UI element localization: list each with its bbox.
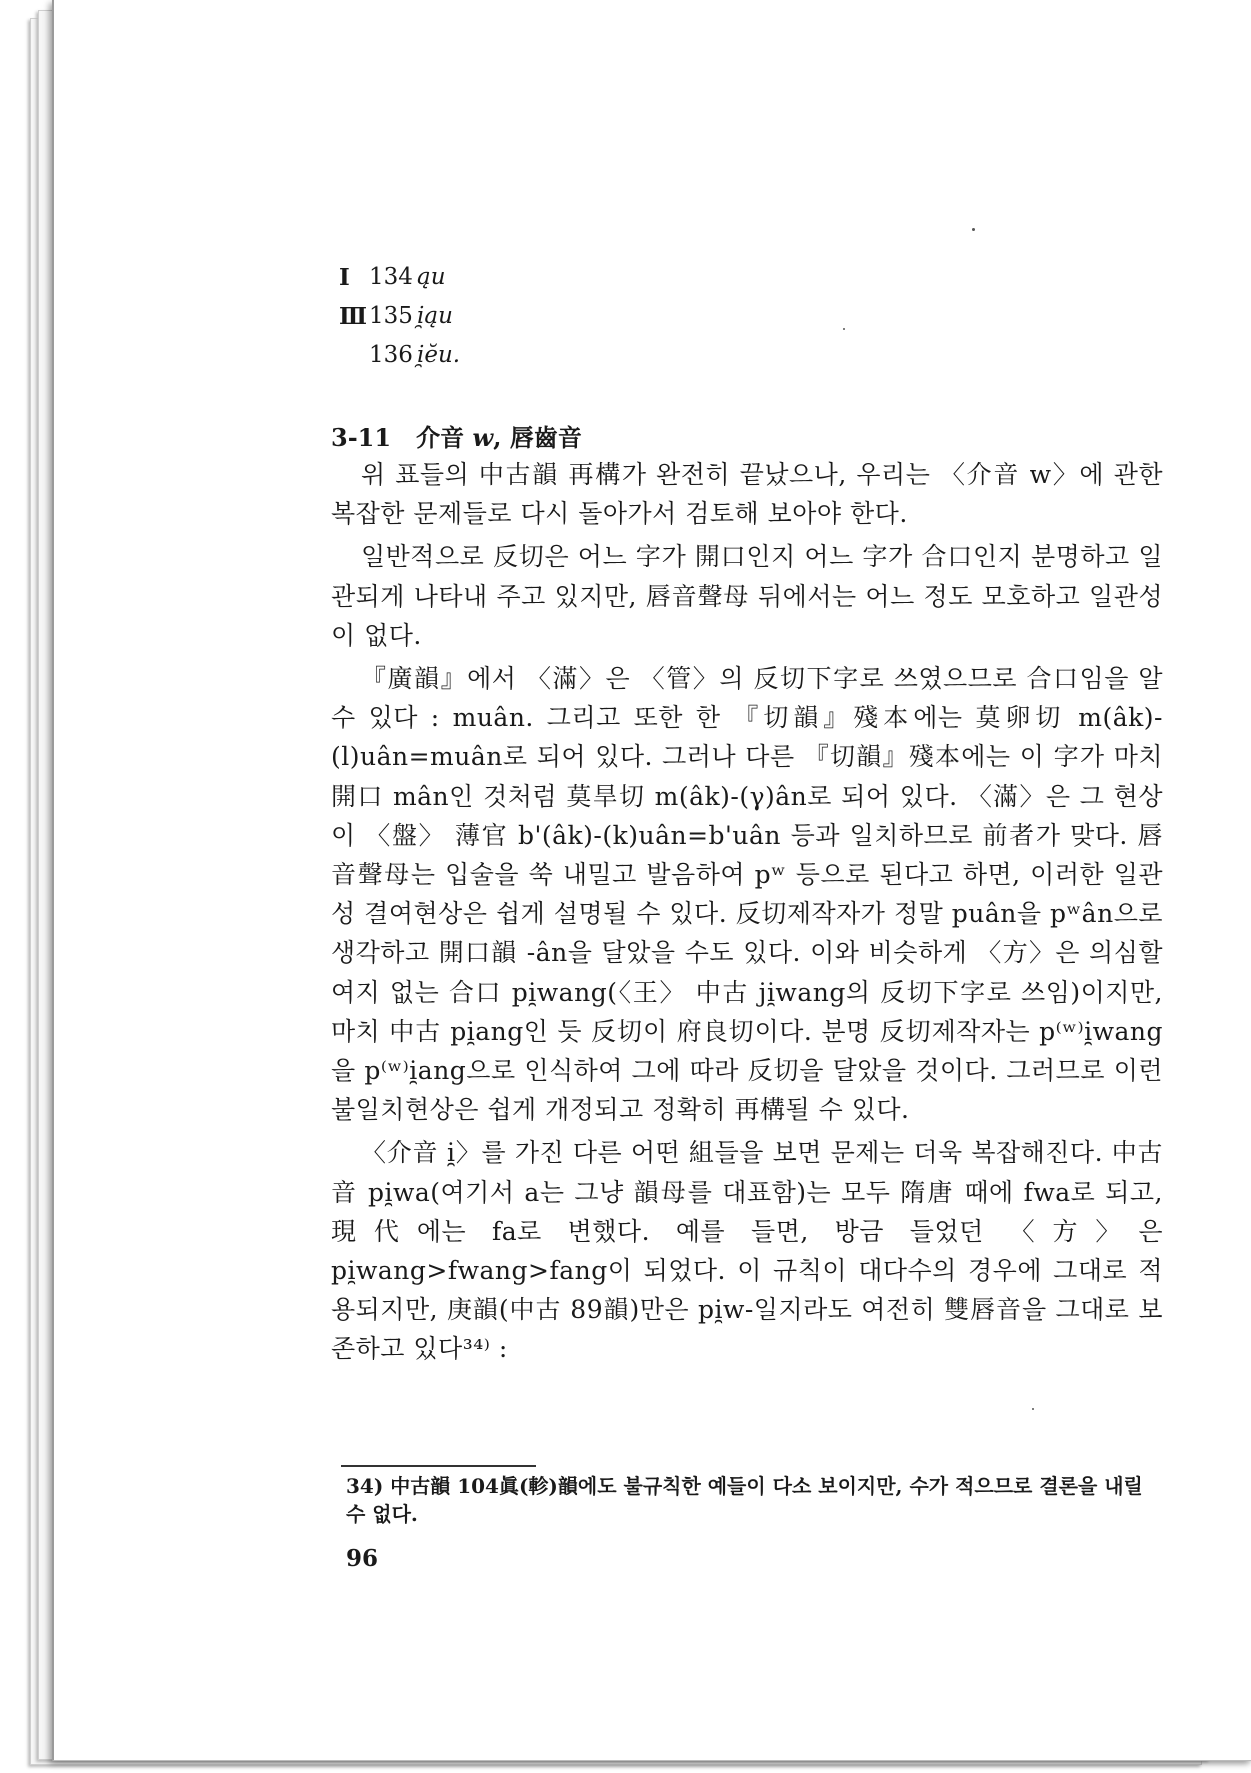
section-title-w: w [472, 423, 494, 452]
rhyme-form: i̯ĕu. [417, 342, 461, 368]
vowel-row [339, 336, 460, 375]
book-page [52, 0, 1251, 1761]
page-number: 96 [346, 1545, 379, 1572]
scan-speck [972, 228, 975, 231]
rhyme-number: 136 [369, 342, 413, 368]
division-label: Ⅲ [339, 303, 368, 330]
section-title-part: 介音 [416, 423, 465, 452]
page-stack [30, 0, 1225, 1765]
rhyme-form: i̯ąu [417, 303, 453, 329]
paragraph: 〈介音 i̯〉를 가진 다른 어떤 組들을 보면 문제는 더욱 복잡해진다. 中古音 pi̯wa(여기서 a는 그냥 韻母를 대표함)는 모두 隋唐 때에 fwa로 되고, 現代에는 fa로 변했다. 예를 들면, 방금 들었던 〈方〉은 pi̯wang>fwang>fang이 되었다. 이 규칙이 대다수의 경우에 그대로 적용되지만, 庚韻(中古 89韻)만은 pi̯w-일지라도 여전히 雙唇音을 그대로 보존하고 있다³⁴⁾ : [331, 1138, 1163, 1364]
footnote: 34) 中古韻 104眞(軫)韻에도 불규칙한 예들이 다소 보이지만, 수가 적으므로 결론을 내릴 수 없다. [346, 1474, 1143, 1526]
rhyme-number: 134 [369, 264, 413, 290]
section-number: 3-11 [331, 423, 392, 452]
paragraph: 일반적으로 反切은 어느 字가 開口인지 어느 字가 合口인지 분명하고 일관되게 나타내 주고 있지만, 唇音聲母 뒤에서는 어느 정도 모호하고 일관성이 없다. [331, 542, 1163, 650]
vowel-row [339, 258, 460, 297]
vowel-list [339, 258, 460, 375]
rhyme-form: ąu [417, 264, 446, 290]
scan-speck [1032, 1408, 1034, 1410]
body-text [331, 455, 1163, 1369]
section-title-part: , 唇齒音 [493, 423, 582, 452]
division-label: Ⅰ [339, 264, 350, 291]
section-heading [331, 418, 582, 453]
division-label [339, 336, 369, 375]
scan-speck [843, 328, 845, 330]
footnote-rule [341, 1465, 536, 1467]
vowel-row [339, 297, 460, 336]
paragraph: 『廣韻』에서 〈滿〉은 〈管〉의 反切下字로 쓰였으므로 合口임을 알 수 있다 : muân. 그리고 또한 한 『切韻』殘本에는 莫卵切 m(âk)-(l)uân=muân로 되어 있다. 그러나 다른 『切韻』殘本에는 이 字가 마치 開口 mân인 것처럼 莫旱切 m(âk)-(γ)ân로 되어 있다. 〈滿〉은 그 현상이 〈盤〉 薄官 b'(âk)-(k)uân=b'uân 등과 일치하므로 前者가 맞다. 唇音聲母는 입술을 쑥 내밀고 발음하여 pʷ 등으로 된다고 하면, 이러한 일관성 결여현상은 쉽게 설명될 수 있다. 反切제작자가 정말 puân을 pʷân으로 생각하고 開口韻 -ân을 달았을 수도 있다. 이와 비슷하게 〈方〉은 의심할 여지 없는 合口 pi̯wang(〈王〉 中古 ji̯wang의 反切下字로 쓰임)이지만, 마치 中古 pi̯ang인 듯 反切이 府良切이다. 분명 反切제작자는 p⁽ʷ⁾i̯wang을 p⁽ʷ⁾i̯ang으로 인식하여 그에 따라 反切을 달았을 것이다. 그러므로 이런 불일치현상은 쉽게 개정되고 정확히 再構될 수 있다. [331, 664, 1163, 1125]
rhyme-number: 135 [369, 303, 413, 329]
paragraph: 위 표들의 中古韻 再構가 완전히 끝났으나, 우리는 〈介音 w〉에 관한 복잡한 문제들로 다시 돌아가서 검토해 보아야 한다. [331, 460, 1163, 529]
